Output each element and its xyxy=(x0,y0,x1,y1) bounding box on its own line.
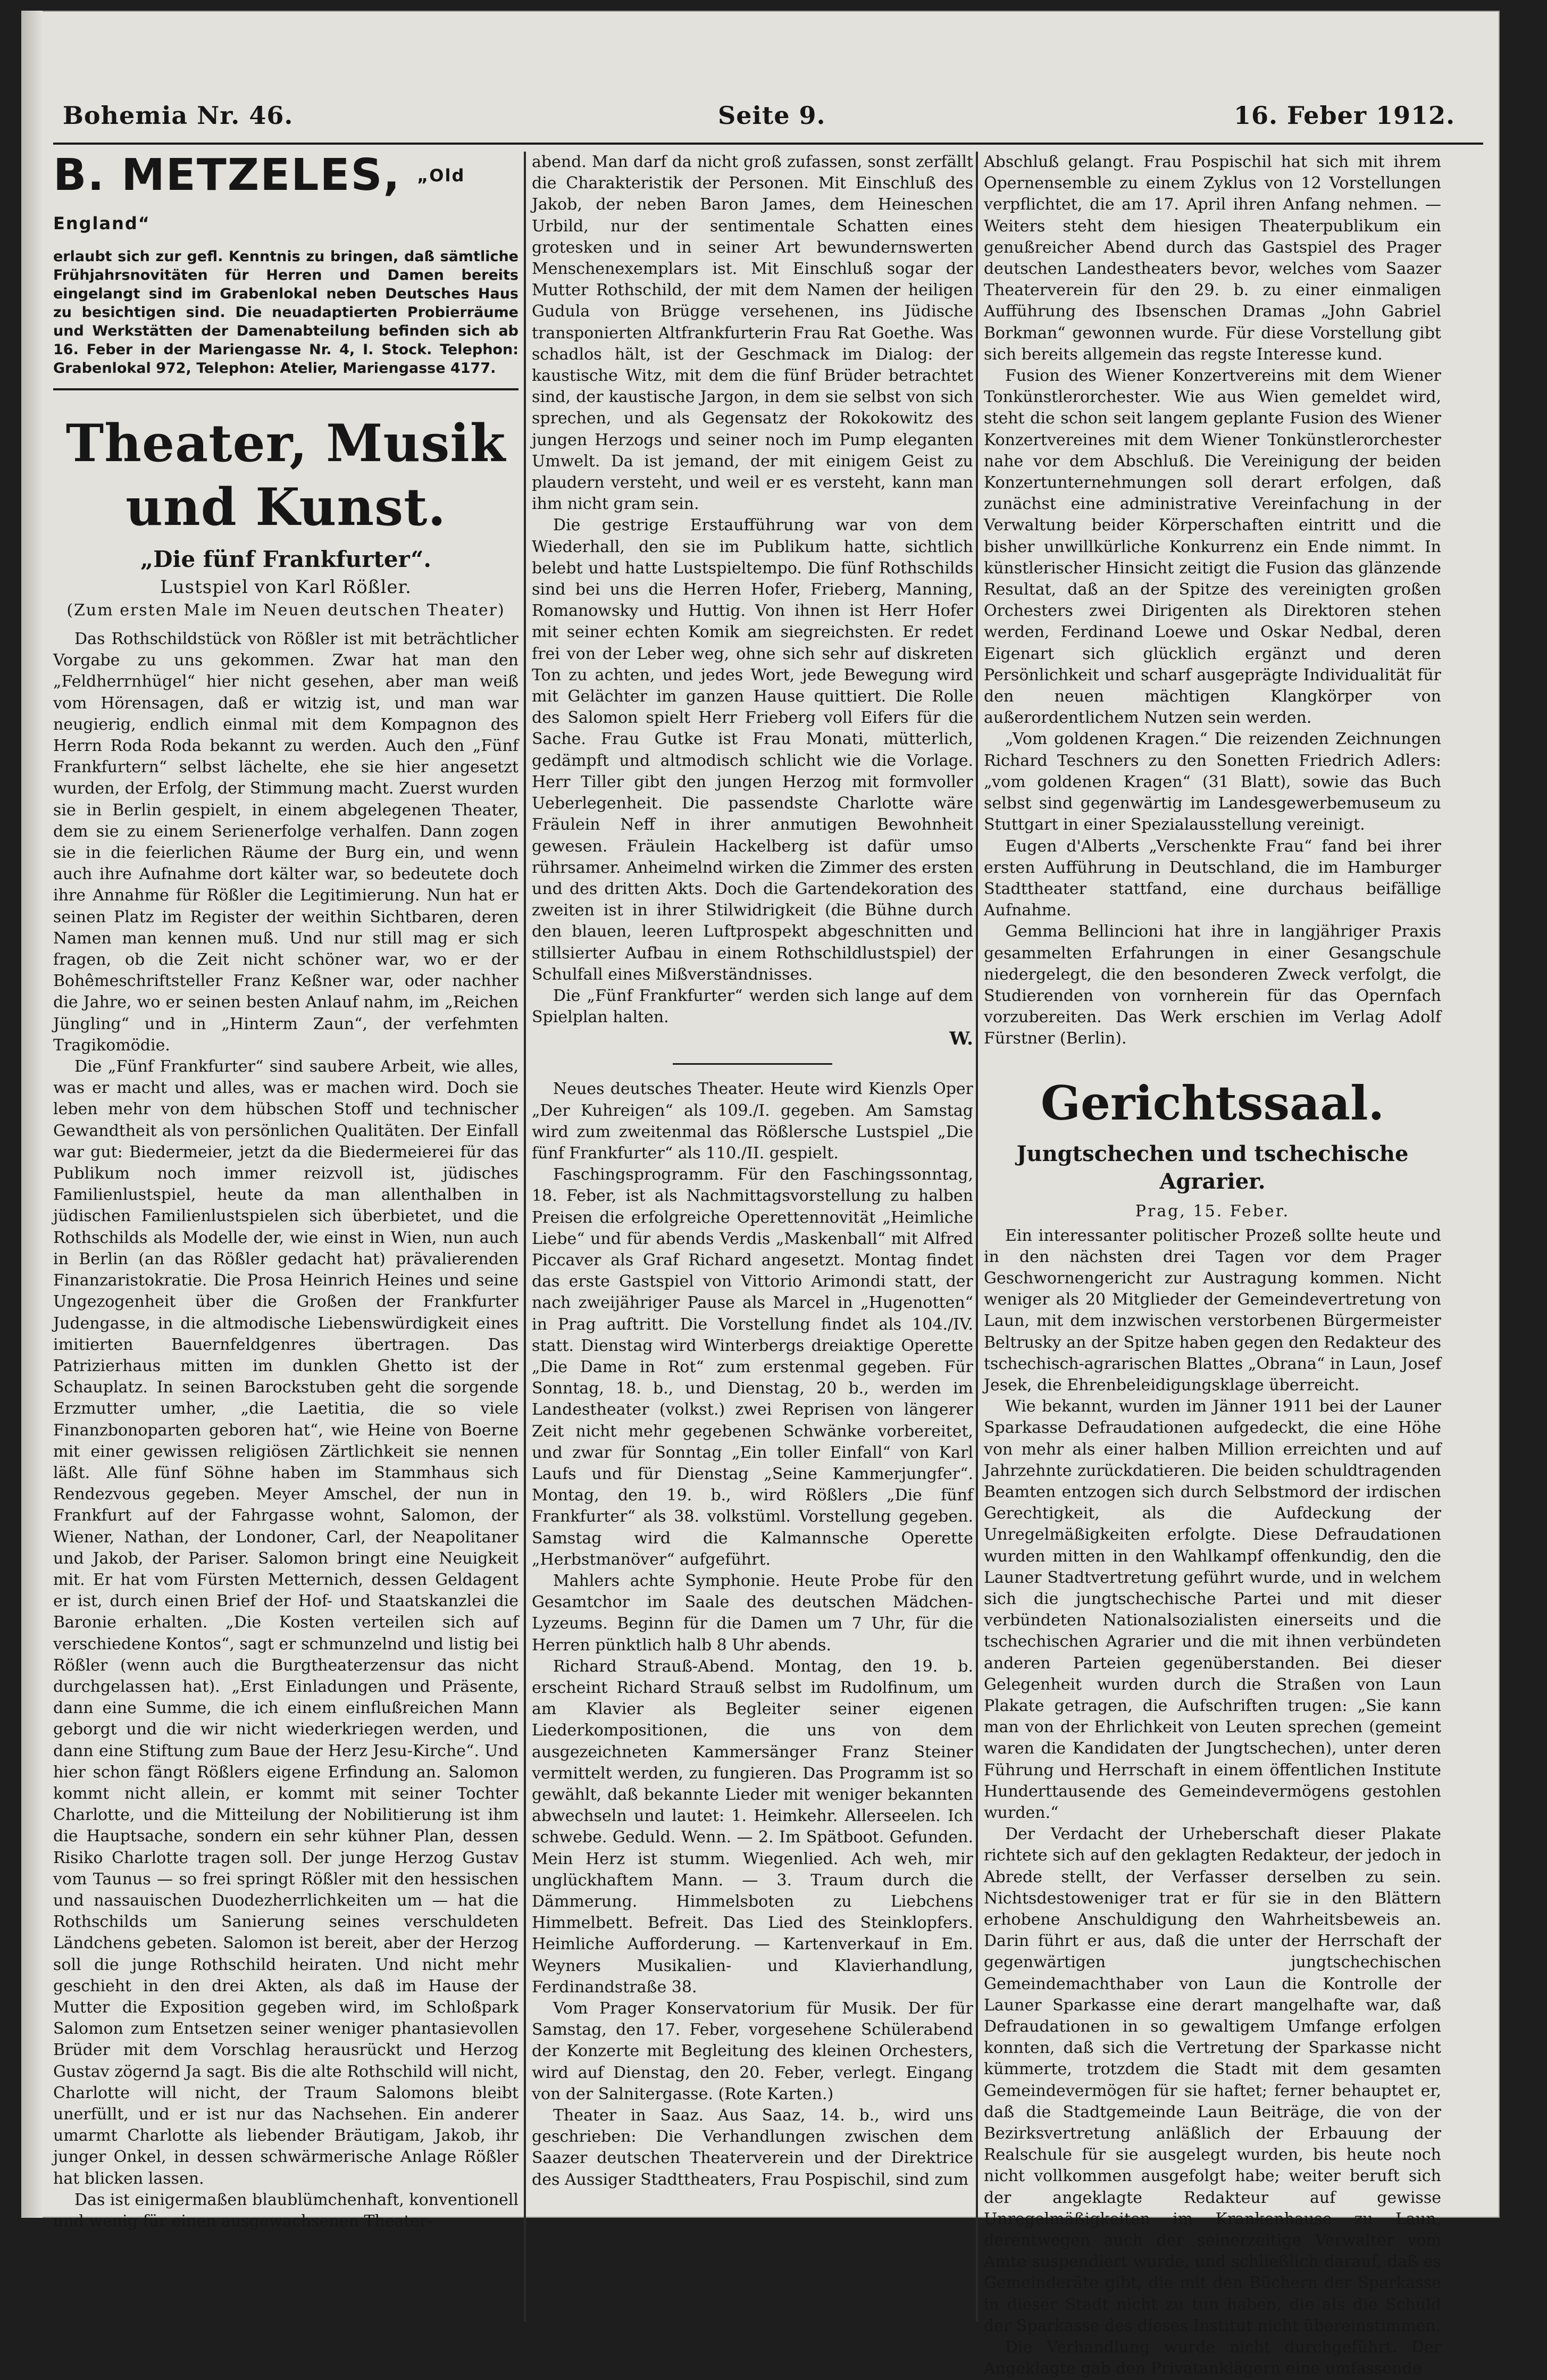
section-title-court: Gerichtssaal. xyxy=(1040,1075,1385,1131)
column-arts-and-court xyxy=(984,152,1441,2378)
court-paragraph: Ein interessanter politischer Prozeß sollte heute und in den nächsten drei Tagen vor dem Prager Geschwornengericht zur Austragung kommen. Nicht weniger als 20 Mitglieder der Gemeindevertretung von Laun, mit dem inzwischen verstorbenen Bürgermeister Beltrusky an der Spitze haben gegen den Redakteur des tschechisch-agrarischen Blattes „Obrana“ in Laun, Josef Jesek, die Ehrenbeleidigungsklage überreicht. xyxy=(984,1226,1441,1394)
notice-paragraph: Richard Strauß-Abend. Montag, den 19. b. erscheint Richard Strauß selbst im Rudolfinum, um am Klavier als Begleiter seiner eigenen Liederkompositionen, die uns von dem ausgezeichneten Kammersänger Franz Steiner vermittelt werden, zu fungieren. Das Programm ist so gewählt, daß bekannte Lieder mit weniger bekannten abwechseln und lautet: 1. Heimkehr. Allerseelen. Ich schwebe. Geduld. Wenn. — 2. Im Spätboot. Gefunden. Mein Herz ist stumm. Wiegenlied. Ach weh, mir unglückhaftem Mann. — 3. Traum durch die Dämmerung. Himmelsboten zu Liebchens Himmelbett. Befreit. Das Lied des Steinklopfers. Heimliche Aufforderung. — Kartenverkauf in Em. Weyners Musikalien- und Klavierhandlung, Ferdinandstraße 38. xyxy=(532,1657,973,1997)
advertisement-metzeles xyxy=(53,152,519,390)
notice-paragraph: Fusion des Wiener Konzertvereins mit dem Wiener Tonkünstlerorchester. Wie aus Wien gemeldet wird, steht die schon seit langem geplante Fusion des Wiener Konzertvereines mit dem Wiener Tonkünstlerorchester nahe vor dem Abschluß. Die Vereinigung der beiden Konzertunternehmungen soll derart erfolgen, daß zunächst eine administrative Vereinfachung in der Verwaltung beider Körperschaften eintritt und die bisher unwillkürliche Konkurrenz ein Ende nimmt. In künstlerischer Hinsicht zeitigt die Fusion das glänzende Resultat, daß an der Spitze des vereinigten großen Orchesters zwei Dirigenten als Direktoren stehen werden, Ferdinand Loewe und Oskar Nedbal, deren Eigenart sich glücklich ergänzt und deren Persönlichkeit und scharf ausgeprägte Individualität für den neuen mächtigen Klangkörper von außerordentlichem Nutzen sein werden. xyxy=(984,366,1441,728)
review-paragraph: Die „Fünf Frankfurter“ werden sich lange auf dem Spielplan halten. xyxy=(532,986,973,1027)
review-paragraph: Die „Fünf Frankfurter“ sind saubere Arbeit, wie alles, was er macht und alles, was er machen wird. Doch sie leben mehr von dem hübschen Stoff und technischer Gewandtheit als von persönlichen Qualitäten. Der Einfall war gut: Biedermeier, jetzt da die Biedermeierei für das Publikum noch immer reizvoll ist, jüdisches Familienlustspiel, heute da man allenthalben in jüdischen Familienlustspielen sich überbietet, und die Rothschilds als Modelle der, wie einst in Wien, nun auch in Berlin (an das Rößler gedacht hat) prävalierenden Finanzaristokratie. Die Prosa Heinrich Heines und seine Ungezogenheit über die Großen der Frankfurter Judengasse, in die altmodische Liebenswürdigkeit eines imitierten Bauernfeldgenres übertragen. Das Patrizierhaus mitten im dunklen Ghetto ist der Schauplatz. In seinen Barockstuben geht die sorgende Erzmutter umher, „die Laetitia, die so viele Finanzbonoparten geboren hat“, wie Heine von Boerne mit einer gewissen religiösen Zärtlichkeit sie nennen läßt. Alle fünf Söhne haben im Stammhaus sich Rendezvous gegeben. Meyer Amschel, der nun in Frankfurt auf der Fahrgasse wohnt, Salomon, der Wiener, Nathan, der Londoner, Carl, der Neapolitaner und Jakob, der Pariser. Salomon bringt eine Neuigkeit mit. Er hat vom Fürsten Metternich, dessen Geldagent er ist, durch einen Brief der Hof- und Staatskanzlei die Baronie erhalten. „Die Kosten verteilen sich auf verschiedene Kontos“, sagt er schmunzelnd und listig bei Rößler (wenn auch die Burgtheaterzensur das nicht durchgelassen hat). „Erst Einladungen und Präsente, dann eine Summe, die ich einem einflußreichen Mann geborgt und die wir nicht wiederkriegen werden, und dann eine Stiftung zum Baue der Herz Jesu-Kirche“. Und hier schon fängt Rößlers eigene Erfindung an. Salomon kommt nicht allein, er kommt mit seiner Tochter Charlotte, und die Mitteilung der Nobilitierung ist ihm die Hauptsache, sondern ein sehr kühner Plan, dessen Risiko Charlotte tragen soll. Der junge Herzog Gustav vom Taunus — so frei springt Rößler mit den hessischen und nassauischen Duodezherrlichkeiten um — hat die Rothschilds um Sanierung seines verschuldeten Ländchens gebeten. Salomon ist bereit, aber der Herzog soll die junge Rothschild heiraten. Und nicht mehr geschieht in den drei Akten, als daß im Hause der Mutter die Exposition gegeben wird, im Schloßpark Salomon zum Entsetzen seiner weniger phantasievollen Brüder mit dem Vorschlag herausrückt und Herzog Gustav zögernd Ja sagt. Bis die alte Rothschild will nicht, Charlotte will nicht, der Traum Salomons bleibt unerfüllt, und er ist nur das Nachsehen. Ein anderer umarmt Charlotte als liebender Bräutigam, Jakob, ihr junger Onkel, in dessen schwärmerische Anlage Rößler hat blicken lassen. xyxy=(53,1057,519,2188)
column-theater-notices xyxy=(532,152,973,2321)
short-rule xyxy=(673,1063,832,1065)
play-genre-author: Lustspiel von Karl Rößler. xyxy=(160,577,412,598)
play-title: „Die fünf Frankfurter“. xyxy=(140,546,432,572)
notice-paragraph: Faschingsprogramm. Für den Faschingssonntag, 18. Feber, ist als Nachmittagsvorstellung zu halben Preisen die erfolgreiche Operettennovität „Heimliche Liebe“ und für abends Verdis „Maskenball“ mit Alfred Piccaver als Graf Richard angesetzt. Montag findet das erste Gastspiel von Vittorio Arimondi statt, der nach zweijähriger Pause als Marcel in „Hugenotten“ in Prag auftritt. Die Vorstellung findet als 104./IV. statt. Dienstag wird Winterbergs dreiaktige Operette „Die Dame in Rot“ zum erstenmal gegeben. Für Sonntag, 18. b., und Dienstag, 20 b., werden im Landestheater (volkst.) zwei Reprisen von längerer Zeit nicht mehr gegebenen Schwänke vorbereitet, und zwar für Sonntag „Ein toller Einfall“ von Karl Laufs und für Dienstag „Seine Kammerjungfer“. Montag, den 19. b., wird Rößlers „Die fünf Frankfurter“ als 38. volkstüml. Vorstellung gegeben. Samstag wird die Kalmannsche Operette „Herbstmanöver“ aufgeführt. xyxy=(532,1165,973,1569)
court-paragraph: Die Verhandlung wurde nicht durchgeführt. Der Angeklagte gab den Privatanklägern eine umfassende xyxy=(984,2338,1441,2378)
ad-text: erlaubt sich zur gefl. Kenntnis zu bringen, daß sämtliche Frühjahrsnovitäten für Herren und Damen bereits eingelangt sind im Grabenlokal neben Deutsches Haus zu besichtigen sind. Die neuadaptierten Probierräume und Werkstätten der Damenabteilung befinden sich ab 16. Feber in der Mariengasse Nr. 4, I. Stock. Telephon: Grabenlokal 972, Telephon: Atelier, Mariengasse 4177. xyxy=(53,248,519,377)
play-premiere-note: (Zum ersten Male im Neuen deutschen Theater) xyxy=(66,601,505,620)
notice-paragraph: Eugen d'Alberts „Verschenkte Frau“ fand bei ihrer ersten Aufführung in Deutschland, die im Hamburger Stadttheater stattfand, eine durchaus beifällige Aufnahme. xyxy=(984,837,1441,920)
notice-paragraph: Theater in Saaz. Aus Saaz, 14. b., wird uns geschrieben: Die Verhandlungen zwischen dem Saazer deutschen Theaterverein und der Direktrice des Aussiger Stadttheaters, Frau Pospischil, sind zum xyxy=(532,2106,973,2189)
review-signature: W. xyxy=(949,1028,973,1050)
ad-firm-name: B. METZELES, $^{„Old England“}$ xyxy=(53,150,465,233)
court-article-dateline: Prag, 15. Feber. xyxy=(1135,1201,1290,1221)
header-rule xyxy=(53,143,1483,145)
review-continuation: abend. Man darf da nicht groß zufassen, sonst zerfällt die Charakteristik der Personen. Mit Einschluß des Jakob, der neben Baron James, dem Heineschen Urbild, nur der sentimentale Schatten eines grotesken und in seiner Art bewundernswerten Menschenexemplars ist. Mit Einschluß sogar der Mutter Rothschild, der mit dem Namen der heiligen Gudula von Brügge versehenen, ins Jüdische transponierten Altfrankfurterin Frau Rat Goethe. Was schadlos hält, ist der Geschmack im Dialog: der kaustische Witz, mit dem die fünf Brüder betrachtet sind, der kaustische Jargon, in dem sie selbst von sich sprechen, und als Gegensatz der Rokokowitz des jungen Herzogs und seiner noch im Pump eleganten Umwelt. Da ist jemand, der mit einigem Geist zu plaudern versteht, und weil er es versteht, kann man ihm nicht gram sein. xyxy=(532,153,973,514)
column-divider-1 xyxy=(524,152,526,2321)
review-paragraph: Das Rothschildstück von Rößler ist mit beträchtlicher Vorgabe zu uns gekommen. Zwar hat man den „Feldherrnhügel“ hier nicht gesehen, aber man weiß vom Hörensagen, daß er witzig ist, und man war neugierig, endlich einmal mit dem Kompagnon des Herrn Roda Roda bekannt zu werden. Auch den „Fünf Frankfurtern“ selbst lächelte, ehe sie hier angesetzt wurden, der Erfolg, der Stimmung macht. Zuerst wurden sie in Berlin gespielt, in einem abgelegenen Theater, dem sie zu einem Serienerfolge verhalfen. Dann zogen sie in die feierlichen Räume der Burg ein, und wenn auch ihre Aufnahme dort kälter war, so bedeutete doch ihre Annahme für Rößler die Legitimierung. Nun hat er seinen Platz im Register der weithin Sichtbaren, deren Namen man kennen muß. Und nur still mag er sich fragen, ob die Zeit nicht schöner war, wo er der Bohêmeschriftsteller Franz Keßner war, oder nachher die Jahre, wo er seinen besten Anlauf nahm, im „Reichen Jüngling“ und in „Hinterm Zaun“, der verfehmten Tragikomödie. xyxy=(53,630,519,1055)
notice-paragraph: Vom Prager Konservatorium für Musik. Der für Samstag, den 17. Feber, vorgesehene Schülerabend der Konzerte mit Begleitung des kleinen Orchesters, wird auf Dienstag, den 20. Feber, verlegt. Eingang von der Salnitergasse. (Rote Karten.) xyxy=(532,1999,973,2103)
review-paragraph: Die gestrige Erstaufführung war von dem Wiederhall, den sie im Publikum hatte, sichtlich belebt und hatte Lustspieltempo. Die fünf Rothschilds sind bei uns die Herren Hofer, Frieberg, Manning, Romanowsky und Huttig. Von ihnen ist Herr Hofer mit seiner echten Komik am siegreichsten. Er redet frei von der Leber weg, ohne sich sehr auf diskreten Ton zu achten, und jedes Wort, jede Bewegung wird mit Gelächter im ganzen Hause quittiert. Die Rolle des Salomon spielt Herr Frieberg voll Eifers für die Sache. Frau Gutke ist Frau Monati, mütterlich, gedämpft und altmodisch schlicht wie die Vorlage. Herr Tiller gibt den jungen Herzog mit formvoller Ueberlegenheit. Die passendste Charlotte wäre Fräulein Neff in ihrer anmutigen Bewohnheit gewesen. Fräulein Hackelberg ist dafür umso rührsamer. Anheimelnd wirken die Zimmer des ersten und des dritten Akts. Doch die Gartendekoration des zweiten ist in ihrer Stilwidrigkeit (die Bühne durch den blauen, leeren Luftprospekt abgeschnitten und stillsierter Aufbau in einem Rothschildlustspiel) der Schulfall eines Mißverständnisses. xyxy=(532,516,973,984)
column-divider-2 xyxy=(976,152,978,2321)
header-date: 16. Feber 1912. xyxy=(1234,101,1456,130)
ad-tagline: „Old England“ xyxy=(53,165,465,233)
scan-edge-shadow xyxy=(21,11,43,2218)
court-paragraph: Der Verdacht der Urheberschaft dieser Plakate richtete sich auf den geklagten Redakteur, der jedoch in Abrede stellt, der Verfasser derselben zu sein. Nichtsdestoweniger trat er für sie in den Blättern erhobene Anschuldigung den Wahrheitsbeweis an. Darin führt er aus, daß die unter der Herrschaft der gegenwärtigen jungtschechischen Gemeindemachthaber von Laun die Kontrolle der Launer Sparkasse eine derart mangelhafte war, daß Defraudationen in so gewaltigem Umfange erfolgen konnten, daß sich die Vertretung der Sparkasse nicht kümmerte, trotzdem die Stadt mit dem gesamten Gemeindevermögen für sie haftet; ferner behauptet er, daß die Stadtgemeinde Laun Beiträge, die von der Bezirksvertretung anläßlich der Erbauung der Realschule für sie ausgelegt wurden, bis heute noch nicht vollkommen ausgefolgt habe; weiter beruft sich der angeklagte Redakteur auf gewisse Unregelmäßigkeiten im Krankenhause zu Laun, derentwegen auch der seinerzeitige Verwalter vom Amte suspendiert wurde, und schließlich darauf, daß es Gemeinderäte gibt, die mit den Büchern der Sparkasse in dieser Stadt nicht zu tun haben, die als die Schuld der Sparkasse des dieses Institut nicht übereinstimmen. xyxy=(984,1825,1441,2335)
court-paragraph: Wie bekannt, wurden im Jänner 1911 bei der Launer Sparkasse Defraudationen aufgedeckt, die eine Höhe von mehr als einer halben Million erreichten und auf Jahrzehnte zurückdatieren. Die beiden schuldtragenden Beamten entzogen sich durch Selbstmord der irdischen Gerechtigkeit, als die Aufdeckung der Unregelmäßigkeiten erfolgte. Diese Defraudationen wurden mitten in den Wahlkampf offenkundig, den die Launer Stadtvertretung geführt wurde, und in welchem sich die jungtschechische Partei und mit dieser verbündeten Nationalsozialisten einerseits und die tschechischen Agrarier und die mit ihnen verbündeten anderen Parteien gegenüberstanden. Bei dieser Gelegenheit wurden durch die Straßen von Laun Plakate getragen, die Aufschriften trugen: „Sie kann man von der Ehrlichkeit von Leuten sprechen (gemeint waren die Kandidaten der Jungtschechen), unter deren Führung und Herrschaft in einem öffentlichen Institute Hunderttausende des Gemeindevermögens gestohlen wurden.“ xyxy=(984,1397,1441,1823)
notice-continuation: Abschluß gelangt. Frau Pospischil hat sich mit ihrem Opernensemble zu einem Zyklus von 12 Vorstellungen verpflichtet, die am 17. April ihren Anfang nehmen. — Weiters steht dem hiesigen Theaterpublikum ein genußreicher Abend durch das Gastspiel des Prager deutschen Landestheaters bevor, welches vom Saazer Theaterverein für den 29. b. zu einer einmaligen Aufführung des Ibsenschen Dramas „John Gabriel Borkman“ gewonnen wurde. Für diese Vorstellung gibt sich bereits allgemein das regste Interesse kund. xyxy=(984,153,1441,364)
notice-paragraph: Mahlers achte Symphonie. Heute Probe für den Gesamtchor im Saale des deutschen Mädchen-Lyzeums. Beginn für die Damen um 7 Uhr, für die Herren pünktlich halb 8 Uhr abends. xyxy=(532,1572,973,1655)
notice-paragraph: Gemma Bellincioni hat ihre in langjähriger Praxis gesammelten Erfahrungen in einer Gesangschule niedergelegt, die den besonderen Zweck verfolgt, die Studierenden von vornherein für das Opernfach vorzubereiten. Das Werk erschien im Verlag Adolf Fürstner (Berlin). xyxy=(984,922,1441,1048)
review-paragraph: Das ist einigermaßen blaublümchenhaft, konventionell und wenig für einen ausgewachsenen Theater- xyxy=(53,2190,519,2231)
header-issue: Bohemia Nr. 46. xyxy=(63,101,294,130)
court-article-headline: Jungtschechen und tschechische Agrarier. xyxy=(1016,1141,1409,1194)
notice-paragraph: Neues deutsches Theater. Heute wird Kienzls Oper „Der Kuhreigen“ als 109./I. gegeben. Am Samstag wird zum zweitenmal das Rößlersche Lustspiel „Die fünf Frankfurter“ als 110./II. gespielt. xyxy=(532,1080,973,1163)
header-page-number: Seite 9. xyxy=(718,101,826,130)
section-title-theater: Theater, Musik und Kunst. xyxy=(65,413,506,537)
column-theater-review xyxy=(53,152,519,2321)
notice-paragraph: „Vom goldenen Kragen.“ Die reizenden Zeichnungen Richard Teschners zu den Sonetten Friedrich Adlers: „vom goldenen Kragen“ (31 Blatt), sowie das Buch selbst sind gegenwärtig im Landesgewerbemuseum zu Stuttgart in einer Spezialausstellung vereinigt. xyxy=(984,730,1441,834)
